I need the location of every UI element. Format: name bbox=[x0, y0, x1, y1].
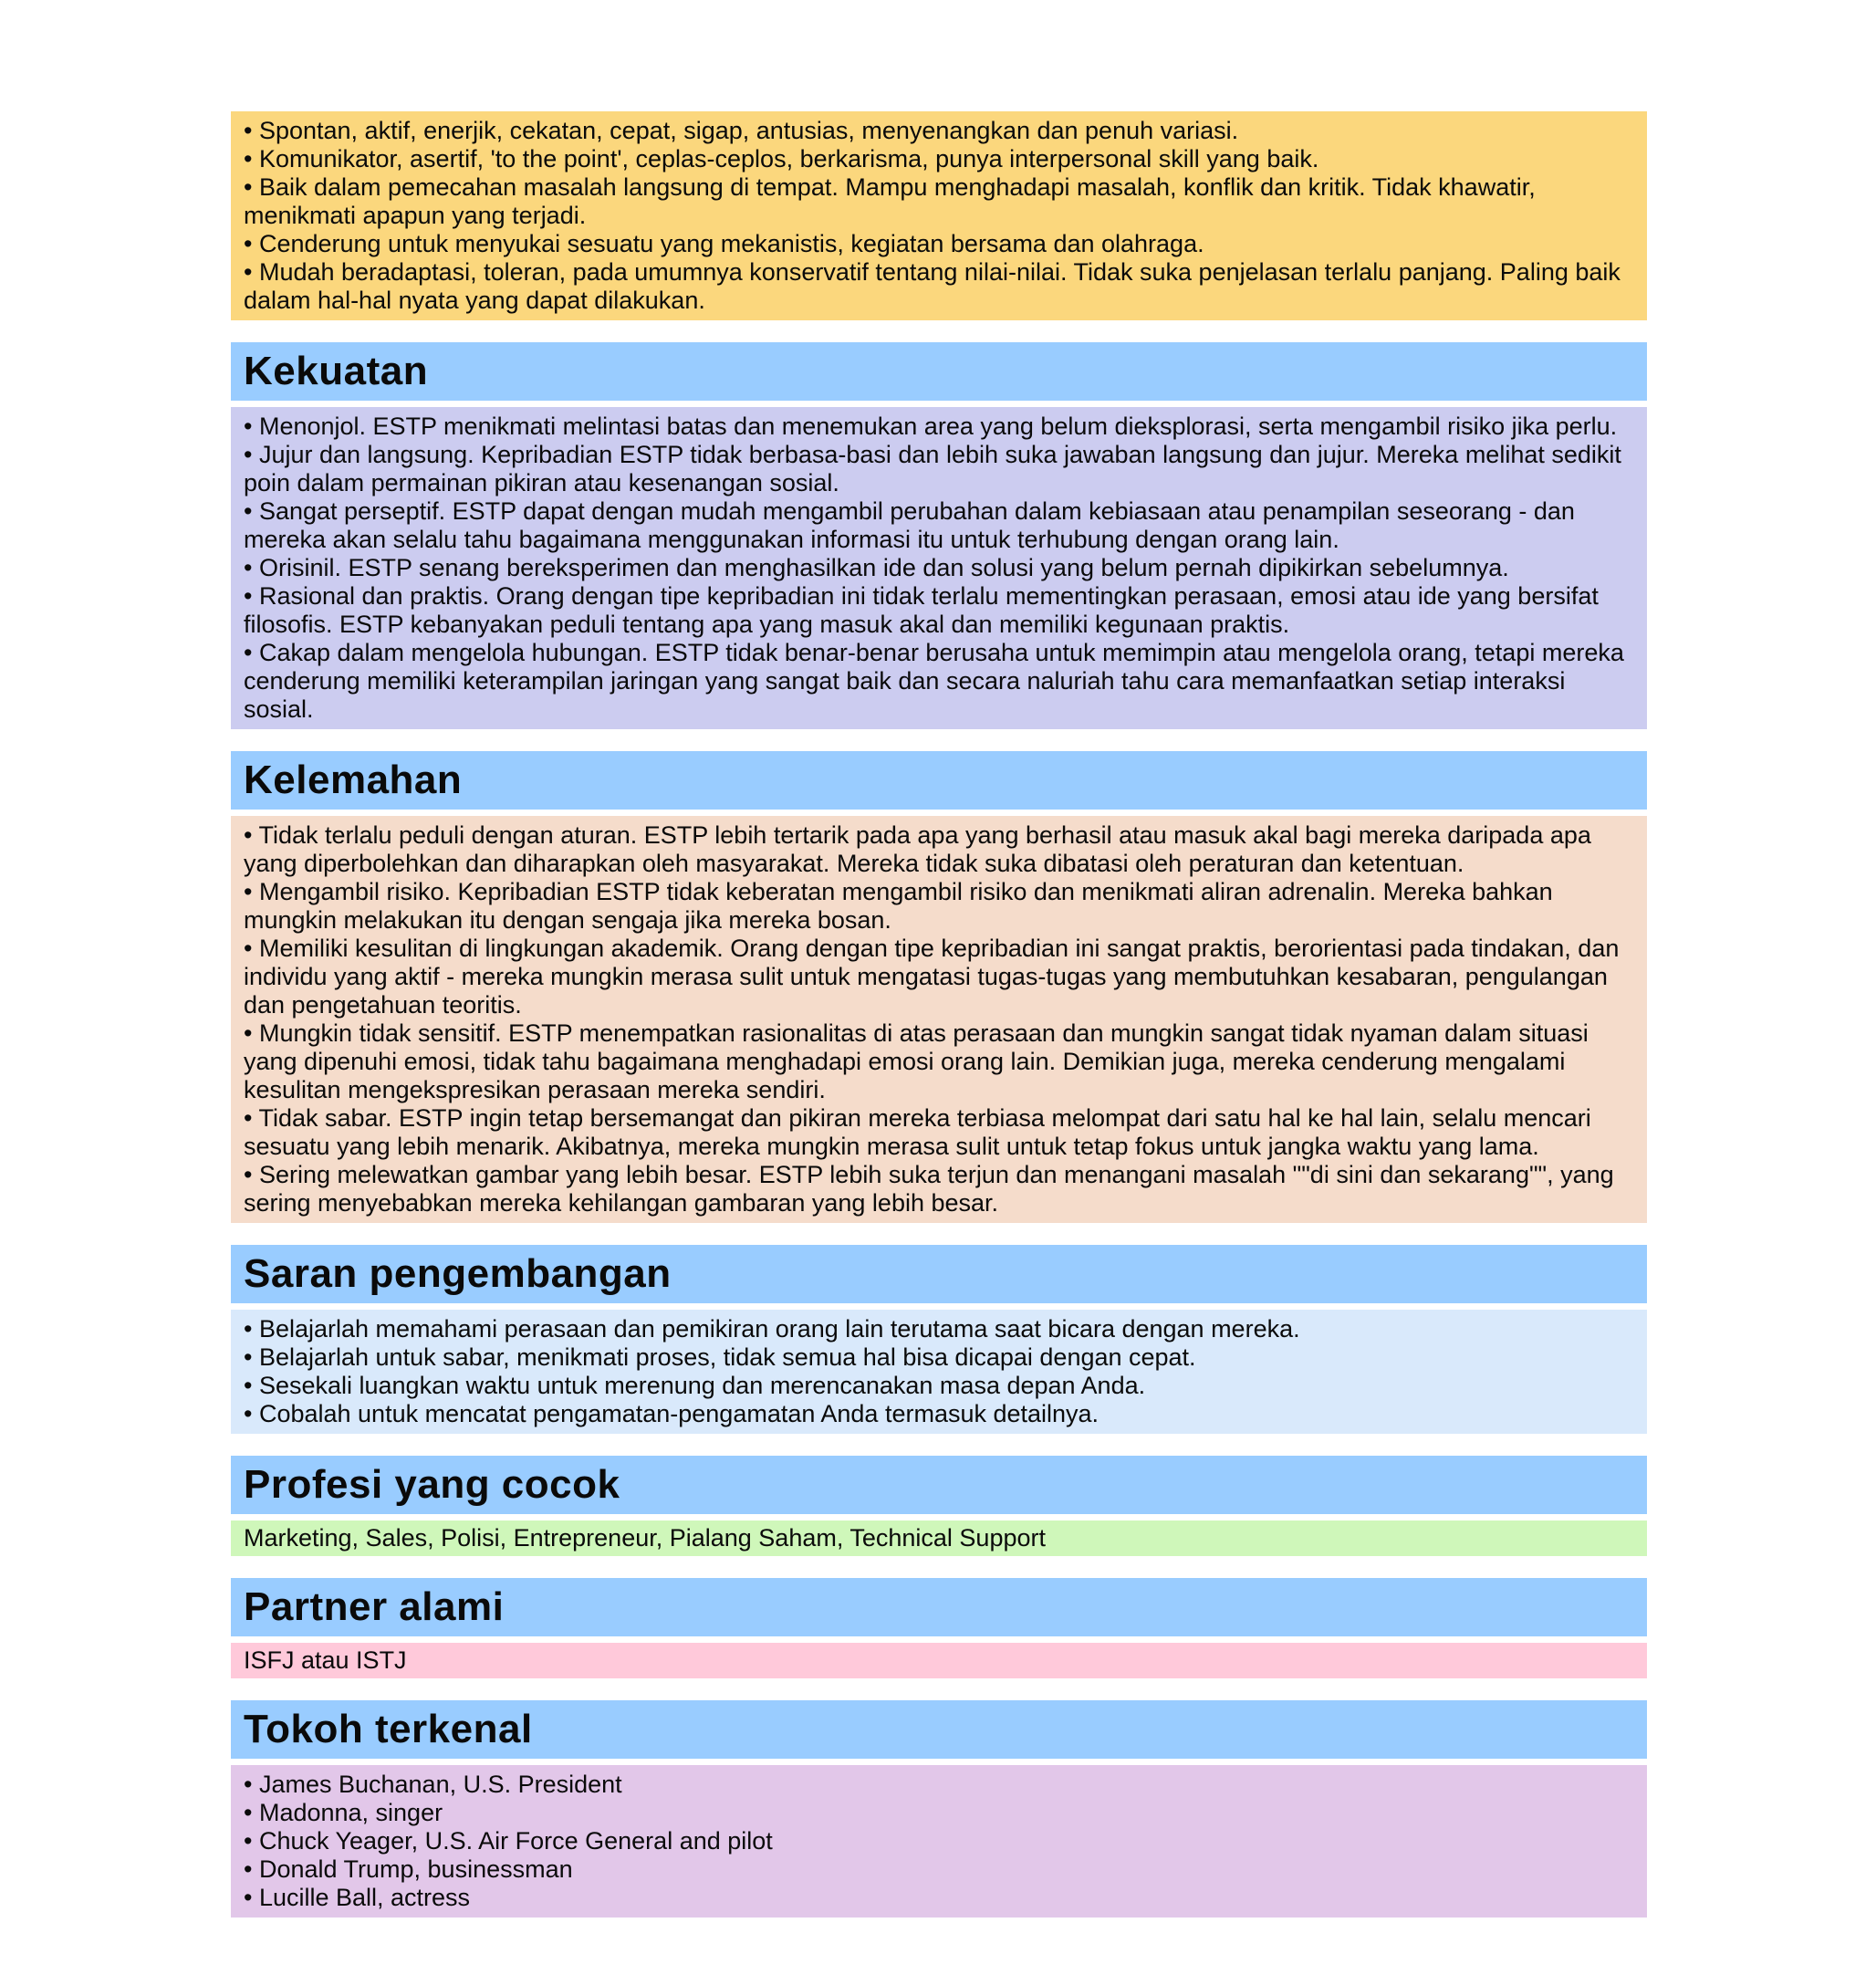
list-item: • Menonjol. ESTP menikmati melintasi batas dan menemukan area yang belum dieksplorasi, serta mengambil risiko jika perlu. bbox=[244, 413, 1618, 440]
list-item: • Cobalah untuk mencatat pengamatan-pengamatan Anda termasuk detailnya. bbox=[244, 1400, 1100, 1427]
profesi-yang-cocok-content-box bbox=[231, 1520, 1647, 1556]
intro-characteristics-box bbox=[231, 111, 1647, 320]
list-item: • Baik dalam pemecahan masalah langsung di tempat. Mampu menghadapi masalah, konflik dan kritik. Tidak khawatir, menikmati apapun yang terjadi. bbox=[244, 173, 1543, 229]
section-title-partner-alami: Partner alami bbox=[244, 1584, 505, 1629]
list-item: • Belajarlah untuk sabar, menikmati proses, tidak semua hal bisa dicapai dengan cepat. bbox=[244, 1343, 1196, 1371]
section-header-saran-pengembangan bbox=[231, 1245, 1647, 1303]
list-item: • Lucille Ball, actress bbox=[244, 1884, 471, 1911]
list-item: • Mengambil risiko. Kepribadian ESTP tidak keberatan mengambil risiko dan menikmati aliran adrenalin. Mereka bahkan mungkin melakukan itu dengan sengaja jika mereka bosan. bbox=[244, 878, 1560, 934]
list-item: • Komunikator, asertif, 'to the point', ceplas-ceplos, berkarisma, punya interpersonal skill yang baik. bbox=[244, 145, 1319, 172]
list-item: • Donald Trump, businessman bbox=[244, 1855, 573, 1883]
partner-alami-text: ISFJ atau ISTJ bbox=[244, 1646, 407, 1674]
list-item: • Belajarlah memahami perasaan dan pemikiran orang lain terutama saat bicara dengan mereka. bbox=[244, 1315, 1300, 1343]
personality-profile-page bbox=[231, 0, 1647, 1918]
list-item: • Orisinil. ESTP senang bereksperimen dan menghasilkan ide dan solusi yang belum pernah dipikirkan sebelumnya. bbox=[244, 554, 1509, 581]
list-item: • Sering melewatkan gambar yang lebih besar. ESTP lebih suka terjun dan menangani masalah ""di sini dan sekarang"", yang sering menyebabkan mereka kehilangan gambaran yang lebih besar. bbox=[244, 1161, 1621, 1217]
section-title-tokoh-terkenal: Tokoh terkenal bbox=[244, 1707, 533, 1751]
list-item: • Spontan, aktif, enerjik, cekatan, cepat, sigap, antusias, menyenangkan dan penuh variasi. bbox=[244, 117, 1239, 144]
list-item: • Cenderung untuk menyukai sesuatu yang mekanistis, kegiatan bersama dan olahraga. bbox=[244, 230, 1204, 257]
list-item: • Memiliki kesulitan di lingkungan akademik. Orang dengan tipe kepribadian ini sangat praktis, berorientasi pada tindakan, dan individu yang aktif - mereka mungkin merasa sulit untuk mengatasi tugas-tugas yang membutuhkan kesabaran, pengulangan dan pengetahuan teoritis. bbox=[244, 935, 1626, 1019]
section-title-kekuatan: Kekuatan bbox=[244, 349, 429, 393]
section-title-profesi-yang-cocok: Profesi yang cocok bbox=[244, 1462, 620, 1507]
list-item: • James Buchanan, U.S. President bbox=[244, 1771, 622, 1798]
section-header-tokoh-terkenal bbox=[231, 1700, 1647, 1759]
list-item: • Madonna, singer bbox=[244, 1799, 443, 1826]
section-header-profesi-yang-cocok bbox=[231, 1456, 1647, 1514]
list-item: • Mungkin tidak sensitif. ESTP menempatkan rasionalitas di atas perasaan dan mungkin sangat tidak nyaman dalam situasi yang dipenuhi emosi, tidak tahu bagaimana menghadapi emosi orang lain. Demikian juga, mereka cenderung mengalami kesulitan mengekspresikan perasaan mereka sendiri. bbox=[244, 1019, 1596, 1103]
list-item: • Cakap dalam mengelola hubungan. ESTP tidak benar-benar berusaha untuk memimpin atau mengelola orang, tetapi mereka cenderung memiliki keterampilan jaringan yang sangat baik dan secara naluriah tahu cara memanfaatkan setiap interaksi sosial. bbox=[244, 639, 1631, 723]
list-item: • Tidak sabar. ESTP ingin tetap bersemangat dan pikiran mereka terbiasa melompat dari satu hal ke hal lain, selalu mencari sesuatu yang lebih menarik. Akibatnya, mereka mungkin merasa sulit untuk tetap fokus untuk jangka waktu yang lama. bbox=[244, 1104, 1599, 1160]
section-title-saran-pengembangan: Saran pengembangan bbox=[244, 1251, 672, 1296]
section-header-kekuatan bbox=[231, 342, 1647, 401]
section-header-partner-alami bbox=[231, 1578, 1647, 1636]
list-item: • Jujur dan langsung. Kepribadian ESTP tidak berbasa-basi dan lebih suka jawaban langsung dan jujur. Mereka melihat sedikit poin dalam permainan pikiran atau kesenangan sosial. bbox=[244, 441, 1629, 496]
kelemahan-content-box bbox=[231, 816, 1647, 1223]
tokoh-terkenal-content-box bbox=[231, 1765, 1647, 1918]
list-item: • Rasional dan praktis. Orang dengan tipe kepribadian ini tidak terlalu mementingkan perasaan, emosi atau ide yang bersifat filosofis. ESTP kebanyakan peduli tentang apa yang masuk akal dan memiliki kegunaan praktis. bbox=[244, 582, 1606, 638]
list-item: • Chuck Yeager, U.S. Air Force General and pilot bbox=[244, 1827, 773, 1855]
saran-pengembangan-content-box bbox=[231, 1310, 1647, 1434]
profesi-list-text: Marketing, Sales, Polisi, Entrepreneur, Pialang Saham, Technical Support bbox=[244, 1524, 1046, 1552]
list-item: • Tidak terlalu peduli dengan aturan. ESTP lebih tertarik pada apa yang berhasil atau masuk akal bagi mereka daripada apa yang diperbolehkan dan diharapkan oleh masyarakat. Mereka tidak suka dibatasi oleh peraturan dan ketentuan. bbox=[244, 821, 1599, 877]
list-item: • Mudah beradaptasi, toleran, pada umumnya konservatif tentang nilai-nilai. Tidak suka penjelasan terlalu panjang. Paling baik dalam hal-hal nyata yang dapat dilakukan. bbox=[244, 258, 1628, 314]
section-title-kelemahan: Kelemahan bbox=[244, 758, 463, 802]
kekuatan-content-box bbox=[231, 407, 1647, 729]
list-item: • Sesekali luangkan waktu untuk merenung dan merencanakan masa depan Anda. bbox=[244, 1372, 1146, 1399]
section-header-kelemahan bbox=[231, 751, 1647, 810]
partner-alami-content-box bbox=[231, 1643, 1647, 1678]
list-item: • Sangat perseptif. ESTP dapat dengan mudah mengambil perubahan dalam kebiasaan atau penampilan seseorang - dan mereka akan selalu tahu bagaimana menggunakan informasi itu untuk terhubung dengan orang lain. bbox=[244, 497, 1582, 553]
